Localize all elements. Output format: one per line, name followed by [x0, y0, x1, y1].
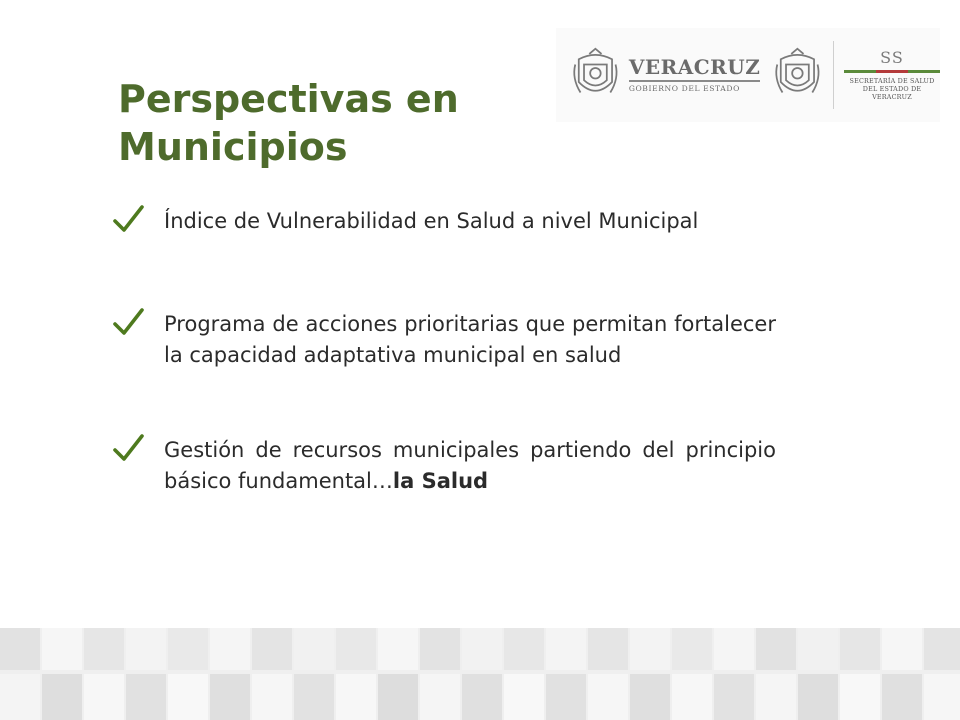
bullet-list: [112, 206, 776, 497]
ss-logo: [844, 47, 940, 101]
bullet-item: [112, 435, 776, 497]
bullet-text: Programa de acciones prioritarias que permitan fortalecer la capacidad adaptativa municipal en salud: [164, 312, 776, 367]
bullet-text-main: Gestión de recursos municipales partiendo del principio básico fundamental…: [164, 438, 776, 493]
ss-line2: DEL ESTADO DE VERACRUZ: [862, 84, 922, 101]
header-logos: [556, 28, 940, 122]
bullet-emphasis: la Salud: [392, 469, 489, 493]
footer-pattern: [0, 628, 960, 720]
state-seal-icon: [772, 43, 823, 107]
ss-mark: SS: [880, 47, 904, 67]
logo-divider: [833, 41, 834, 109]
bullet-text: [164, 435, 776, 497]
check-icon: [112, 433, 144, 463]
veracruz-rule: [629, 80, 760, 82]
veracruz-subtitle: GOBIERNO DEL ESTADO: [628, 84, 740, 94]
bullet-text: Índice de Vulnerabilidad en Salud a nivel Municipal: [164, 209, 699, 233]
slide-title: Perspectivas en Municipios: [118, 77, 459, 169]
veracruz-logo: [629, 57, 760, 93]
ss-line1: SECRETARÍA DE SALUD: [849, 76, 935, 85]
veracruz-name: VERACRUZ: [628, 55, 761, 80]
state-seal-icon: [570, 43, 621, 107]
check-icon: [112, 204, 144, 234]
ss-stripes: [844, 70, 940, 73]
check-icon: [112, 307, 144, 337]
bullet-item: [112, 309, 776, 435]
bullet-item: [112, 206, 776, 309]
